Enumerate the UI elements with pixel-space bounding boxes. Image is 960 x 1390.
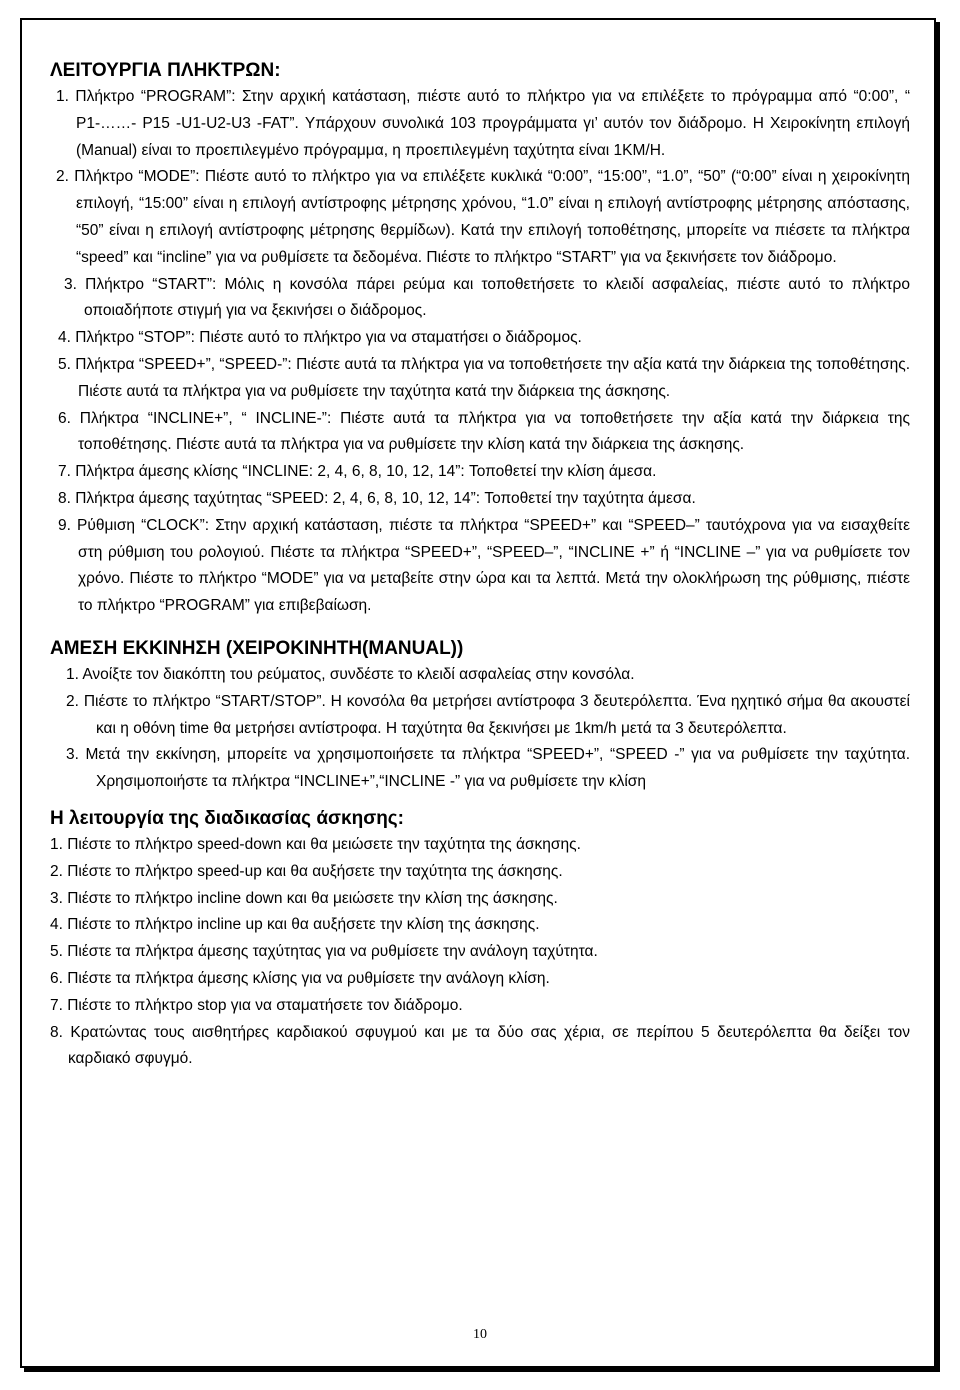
quick-start-section bbox=[50, 636, 910, 796]
list-item: 3. Πλήκτρο “START”: Μόλις η κονσόλα πάρει ρεύμα και τοποθετήσετε το κλειδί ασφαλείας, πιέστε αυτό το πλήκτρο οποιαδήποτε στιγμή για να ξεκινήσει ο διάδρομος. bbox=[64, 275, 910, 320]
list-item: 3. Μετά την εκκίνηση, μπορείτε να χρησιμοποιήσετε τα πλήκτρα “SPEED+”, “SPEED -” για να ρυθμίσετε την ταχύτητα. Χρησιμοποιήστε τα πλήκτρα “INCLINE+”,“INCLINE -” για να ρυθμίσετε την κλίση bbox=[66, 746, 910, 791]
section-title: ΛΕΙΤΟΥΡΓΙΑ ΠΛΗΚΤΡΩΝ: bbox=[50, 60, 281, 81]
button-functions-section bbox=[50, 58, 910, 620]
list-item: 6. Πλήκτρα “INCLINE+”, “ INCLINE-”: Πιέστε αυτά τα πλήκτρα για να τοποθετήσετε την αξία κατά την διάρκεια της τοποθέτησης. Πιέστε αυτά τα πλήκτρα για να ρυθμίσετε την κλίση κατά την διάρκεια της άσκησης. bbox=[58, 409, 910, 454]
list-item: 8. Πλήκτρα άμεσης ταχύτητας “SPEED: 2, 4, 6, 8, 10, 12, 14”: Τοποθετεί την ταχύτητα άμεσα. bbox=[58, 489, 696, 507]
list-item: 6. Πιέστε τα πλήκτρα άμεσης κλίσης για να ρυθμίσετε την ανάλογη κλίση. bbox=[50, 969, 550, 987]
list-item: 7. Πιέστε το πλήκτρο stop για να σταματήσετε τον διάδρομο. bbox=[50, 996, 463, 1014]
list-item: 1. Πιέστε το πλήκτρο speed-down και θα μειώσετε την ταχύτητα της άσκησης. bbox=[50, 835, 581, 853]
list-item: 1. Πλήκτρο “PROGRAM”: Στην αρχική κατάσταση, πιέστε αυτό το πλήκτρο για να επιλέξετε το πρόγραμμα από “0:00”, “ P1-……- P15 -U1-U2-U3 -FAT”. Υπάρχουν συνολικά 103 προγράμματα γι’ αυτόν τον διάδρομο. Η Χειροκίνητη επιλογή (Manual) είναι το προεπιλεγμένο πρόγραμμα, η προεπιλεγμένη ταχύτητα είναι 1KM/H. bbox=[56, 88, 910, 159]
page-number: 10 bbox=[473, 1327, 487, 1342]
list-item: 5. Πλήκτρα “SPEED+”, “SPEED-”: Πιέστε αυτά τα πλήκτρα για να τοποθετήσετε την αξία κατά την διάρκεια της τοποθέτησης. Πιέστε αυτά τα πλήκτρα για να ρυθμίσετε την ταχύτητα κατά την διάρκεια της άσκησης. bbox=[58, 355, 910, 400]
list-item: 1. Ανοίξτε τον διακόπτη του ρεύματος, συνδέστε το κλειδί ασφαλείας στην κονσόλα. bbox=[66, 665, 635, 683]
section-title: Η λειτουργία της διαδικασίας άσκησης: bbox=[50, 807, 405, 829]
list-item: 2. Πιέστε το πλήκτρο speed-up και θα αυξήσετε την ταχύτητα της άσκησης. bbox=[50, 862, 563, 880]
list-item: 2. Πιέστε το πλήκτρο “START/STOP”. Η κονσόλα θα μετρήσει αντίστροφα 3 δευτερόλεπτα. Ένα ηχητικό σήμα θα ακουστεί και η οθόνη time θα μετρήσει αντίστροφα. Η ταχύτητα θα ξεκινήσει με 1km/h μετά τα 3 δευτερόλεπτα. bbox=[66, 692, 910, 737]
workout-operation-section bbox=[50, 806, 910, 1073]
document-body bbox=[50, 58, 910, 1073]
list-item: 7. Πλήκτρα άμεσης κλίσης “INCLINE: 2, 4, 6, 8, 10, 12, 14”: Τοποθετεί την κλίση άμεσα. bbox=[58, 463, 657, 481]
list-item: 9. Ρύθμιση “CLOCK”: Στην αρχική κατάσταση, πιέστε τα πλήκτρα “SPEED+” και “SPEED–” ταυτόχρονα για να εισαχθείτε στη ρύθμιση του ρολογιού. Πιέστε τα πλήκτρα “SPEED+”, “SPEED–”, “INCLINE +” ή “INCLINE –” για να ρυθμίσετε τον χρόνο. Πιέστε το πλήκτρο “MODE” για να μεταβείτε στην ώρα και τα λεπτά. Μετά την ολοκλήρωση της ρύθμισης, πιέστε το πλήκτρο “PROGRAM” για επιβεβαίωση. bbox=[58, 516, 910, 615]
list-item: 5. Πιέστε τα πλήκτρα άμεσης ταχύτητας για να ρυθμίσετε την ανάλογη ταχύτητα. bbox=[50, 943, 598, 961]
list-item: 4. Πιέστε το πλήκτρο incline up και θα αυξήσετε την κλίση της άσκησης. bbox=[50, 916, 540, 934]
list-item: 8. Κρατώντας τους αισθητήρες καρδιακού σφυγμού και με τα δύο σας χέρια, σε περίπου 5 δευτερόλεπτα θα δείξει τον καρδιακό σφυγμό. bbox=[50, 1023, 910, 1068]
list-item: 3. Πιέστε το πλήκτρο incline down και θα μειώσετε την κλίση της άσκησης. bbox=[50, 889, 558, 907]
section-title: ΑΜΕΣΗ ΕΚΚΙΝΗΣΗ (ΧΕΙΡΟΚΙΝΗΤΗ(MANUAL)) bbox=[50, 637, 464, 659]
list-item: 2. Πλήκτρο “MODE”: Πιέστε αυτό το πλήκτρο για να επιλέξετε κυκλικά “0:00”, “15:00”, “1.0”, “50” (“0:00” είναι η χειροκίνητη επιλογή, “15:00” είναι η επιλογή αντίστροφης μέτρησης χρόνου, “1.0” είναι η επιλογή αντίστροφης μέτρησης απόστασης, “50” είναι η επιλογή αντίστροφης μέτρησης θερμίδων). Κατά την επιλογή τοποθέτησης, μπορείτε να πιέσετε τα πλήκτρα “speed” και “incline” για να ρυθμίσετε τα δεδομένα. Πιέστε το πλήκτρο “START” για να ξεκινήσετε τον διάδρομο. bbox=[56, 168, 910, 266]
list-item: 4. Πλήκτρο “STOP”: Πιέστε αυτό το πλήκτρο για να σταματήσει ο διάδρομος. bbox=[58, 329, 582, 347]
